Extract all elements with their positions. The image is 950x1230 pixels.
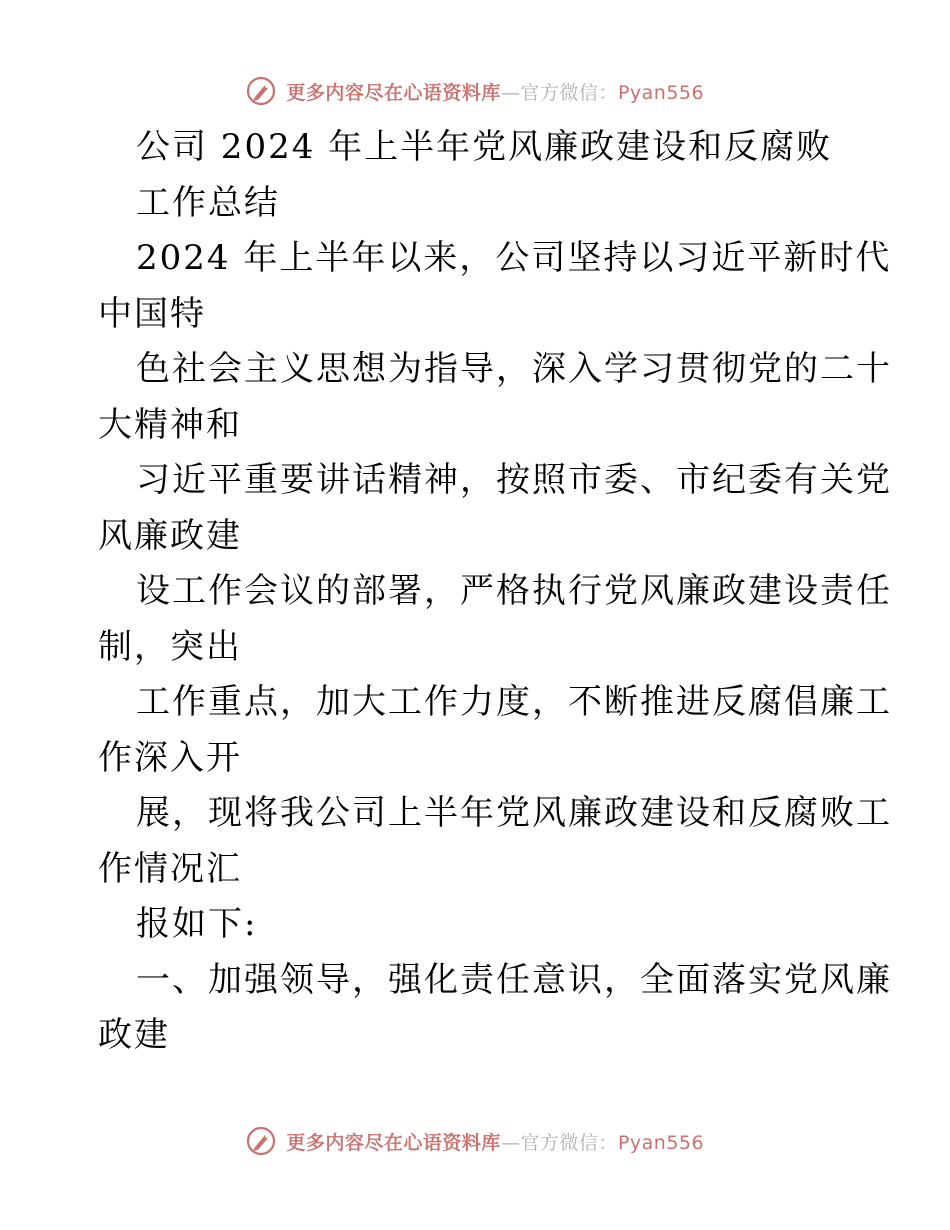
text-line: 政建 bbox=[98, 1015, 170, 1055]
pen-logo-icon bbox=[246, 1126, 276, 1156]
text-line: 习近平重要讲话精神，按照市委、市纪委有关党 bbox=[136, 460, 892, 500]
text-line: 风廉政建 bbox=[98, 515, 242, 556]
pen-logo-icon bbox=[246, 76, 276, 106]
text-line: 公司 2024 年上半年党风廉政建设和反腐败 bbox=[136, 127, 833, 167]
watermark-wechat-label: —官方微信： bbox=[500, 81, 618, 104]
text-line: 2024 年上半年以来，公司坚持以习近平新时代 bbox=[136, 238, 892, 278]
watermark-wechat-id: Pyan556 bbox=[617, 1131, 705, 1154]
watermark-text bbox=[286, 1128, 704, 1155]
watermark-wechat-label: —官方微信： bbox=[500, 1131, 618, 1154]
header-watermark bbox=[0, 76, 950, 106]
watermark-site-name: 更多内容尽在心语资料库 bbox=[286, 1131, 501, 1154]
watermark-site-name: 更多内容尽在心语资料库 bbox=[286, 81, 501, 104]
text-line: 大精神和 bbox=[98, 404, 242, 445]
text-line: 展，现将我公司上半年党风廉政建设和反腐败工 bbox=[136, 793, 892, 833]
text-line: 工作总结 bbox=[136, 182, 280, 223]
watermark-wechat-id: Pyan556 bbox=[617, 81, 705, 104]
text-line: 设工作会议的部署，严格执行党风廉政建设责任 bbox=[136, 571, 892, 611]
text-line: 作深入开 bbox=[98, 737, 242, 778]
text-line: 中国特 bbox=[98, 293, 206, 334]
text-line: 报如下: bbox=[136, 904, 258, 944]
text-line: 制，突出 bbox=[98, 626, 242, 667]
text-line: 一、加强领导，强化责任意识，全面落实党风廉 bbox=[136, 959, 892, 1000]
footer-watermark bbox=[0, 1126, 950, 1156]
watermark-text bbox=[286, 78, 704, 105]
text-line: 色社会主义思想为指导，深入学习贯彻党的二十 bbox=[136, 349, 892, 389]
text-line: 工作重点，加大工作力度，不断推进反腐倡廉工 bbox=[136, 682, 892, 722]
text-line: 作情况汇 bbox=[98, 848, 242, 889]
document-body bbox=[98, 120, 892, 1064]
